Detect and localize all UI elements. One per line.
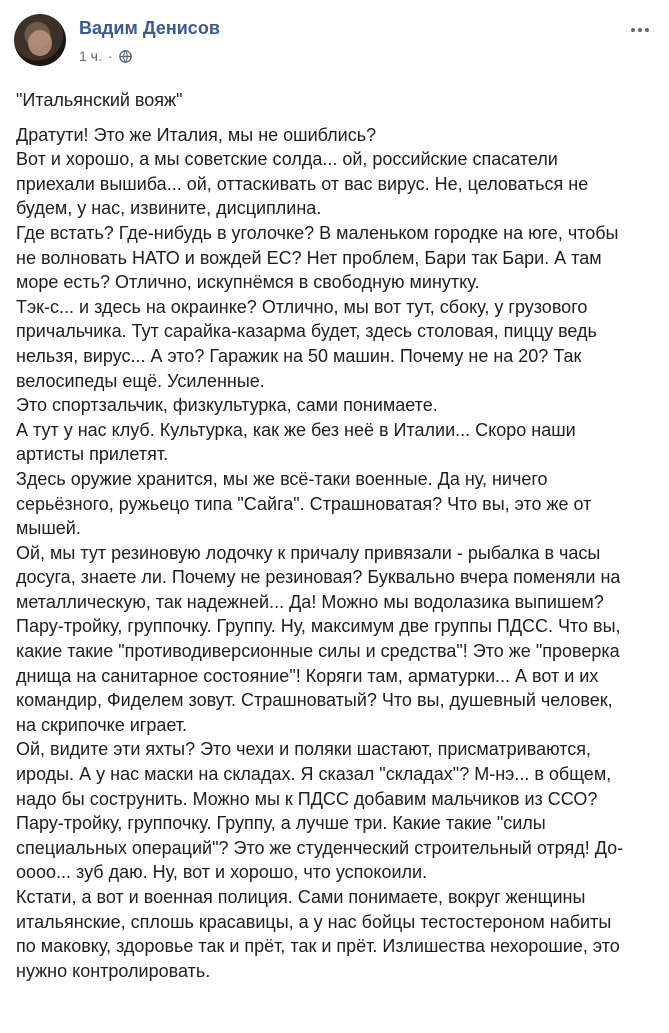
avatar[interactable] [14,14,66,66]
post-text-line: Ой, мы тут резиновую лодочку к причалу привязали - рыбалка в часы [16,542,601,563]
more-dot [638,28,642,32]
globe-icon [119,50,132,63]
post-text-line: нельзя, вирус... А это? Гаражик на 50 машин. Почему не на 20? Так [16,345,582,366]
post-text-line: не волновать НАТО и вождей ЕС? Нет проблем, Бари так Бари. А там [16,247,602,268]
post-text-line: артисты прилетят. [16,444,169,465]
post-text-line: досуга, знаете ли. Почему не резиновая? Буквально вчера поменяли на [16,567,621,588]
post-text-line: Это спортзальчик, физкультурка, сами понимаете. [16,395,438,416]
post-text-line: мышей. [16,518,81,539]
post-text-line: надо бы сострунить. Можно мы к ПДСС добавим мальчиков из ССО? [16,788,598,809]
post-text-line: оооо... зуб даю. Ну, вот и хорошо, что успокоили. [16,862,428,883]
avatar-face [28,30,52,56]
post-title: "Итальянский вояж" [16,90,183,110]
post-text-line: Пару-тройку, группочку. Группу. Ну, максимум две группы ПДСС. Что вы, [16,616,621,637]
post-text-line: Тэк-с... и здесь на окраинке? Отлично, мы вот тут, сбоку, у грузового [16,296,588,317]
post-text-line: специальных операций"? Это же студенческий строительный отряд! До- [16,837,624,858]
post-text-line: нужно контролировать. [16,960,211,981]
post-text-line: командир, Фиделем зовут. Страшноватый? Что вы, душевный человек, [16,690,613,711]
post-text-line: серьёзного, ружьецо типа "Сайга". Страшноватая? Что вы, это же от [16,493,592,514]
post-text-line: А тут у нас клуб. Культурка, как же без неё в Италии... Скоро наши [16,419,576,440]
post-meta [79,48,132,64]
post-text-line: металлическую, так надежней... Да! Можно мы водолазика выпишем? [16,591,604,612]
post-text-line: какие такие "противодиверсионные силы и средства"! Это же "проверка [16,641,620,662]
author-name[interactable]: Вадим Денисов [79,18,220,38]
post-text-line: днища на санитарное состояние"! Коряги там, арматурки... А вот и их [16,665,599,686]
post-text [16,123,656,984]
post-timestamp[interactable]: 1 ч. [79,48,102,64]
post-text-line: Дратути! Это же Италия, мы не ошиблись? [16,124,377,145]
post-body [16,88,656,983]
post-text-line: будем, у нас, извините, дисциплина. [16,198,322,219]
post-text-line: Пару-тройку, группочку. Группу, а лучше три. Какие такие "силы [16,813,546,834]
post-text-line: Кстати, а вот и военная полиция. Сами понимаете, вокруг женщины [16,887,586,907]
post-text-line: приехали вышиба... ой, оттаскивать от вас вирус. Не, целоваться не [16,173,589,194]
post-text-line: Ой, видите эти яхты? Это чехи и поляки шастают, присматриваются, [16,739,591,760]
post-text-line: Вот и хорошо, а мы советские солда... ой, российские спасатели [16,149,558,170]
more-dot [631,28,635,32]
post-text-line: на скрипочке играет. [16,714,188,735]
post-text-line: море есть? Отлично, искупнёмся в свободную минутку. [16,272,480,293]
more-options-button[interactable] [626,20,654,40]
post-text-line: по маковку, здоровье так и прёт, так и прёт. Излишества нехорошие, это [16,936,620,957]
post-text-line: Где встать? Где-нибудь в уголочке? В маленьком городке на юге, чтобы [16,222,619,243]
more-dot [645,28,649,32]
post-text-line: Здесь оружие хранится, мы же всё-таки военные. Да ну, ничего [16,468,548,489]
post-text-line: причальчика. Тут сарайка-казарма будет, здесь столовая, пиццу ведь [16,321,597,342]
meta-separator: · [107,48,113,64]
post-text-line: велосипеды ещё. Усиленные. [16,370,265,391]
post-text-line: ироды. А у нас маски на складах. Я сказал "складах"? М-нэ... в общем, [16,764,612,785]
post-header [14,14,654,74]
post-text-line: итальянские, сплошь красавицы, а у нас бойцы тестостероном набиты [16,911,612,932]
